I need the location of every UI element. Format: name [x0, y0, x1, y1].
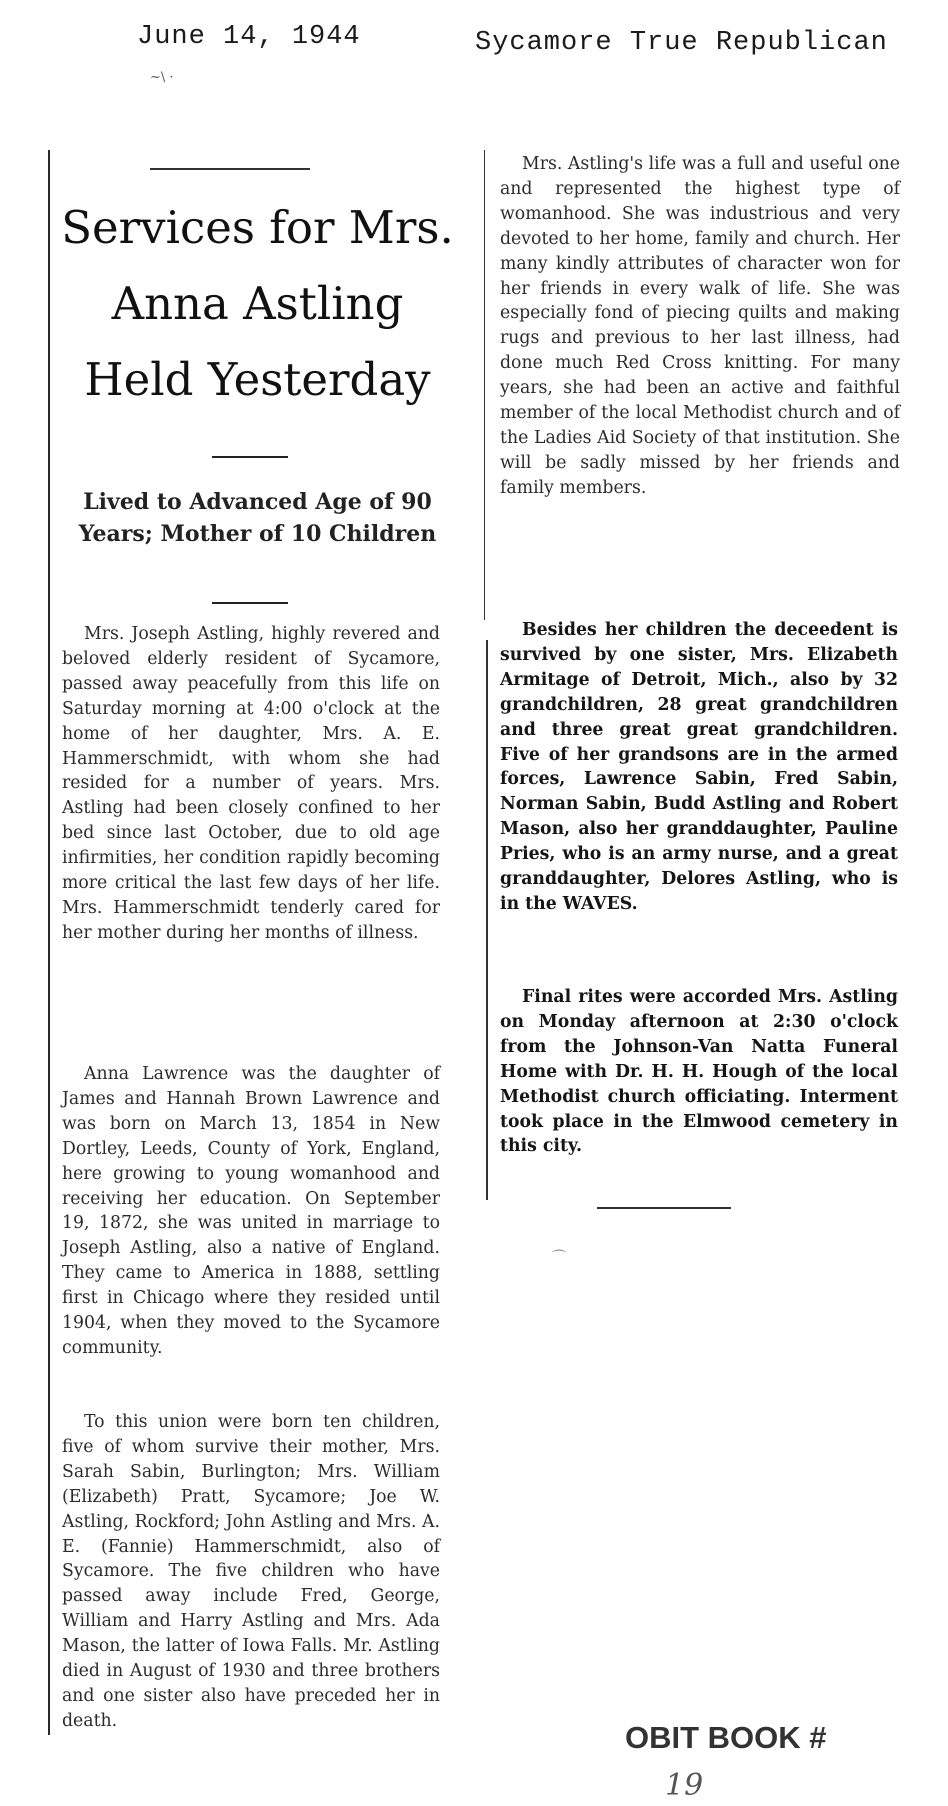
obit-book-number: 19 — [665, 1768, 704, 1803]
article-subhead: Lived to Advanced Age of 90 Years; Mother of 10 Children — [78, 489, 437, 547]
headline-divider — [212, 456, 288, 458]
article-headline: Services for Mrs. Anna Astling Held Yesterday — [61, 201, 454, 406]
stray-mark: ⌒ — [552, 1250, 566, 1266]
article-end-rule — [597, 1207, 731, 1209]
paragraph-5: Besides her children the deceedent is survived by one sister, Mrs. Elizabeth Armitage of Detroit, Mich., also by 32 grandchildren, 28 great grandchildren and three great great grandchildren. Five of her grandsons are in the armed forces, Lawrence Sabin, Fred Sabin, Norman Sabin, Budd Astling and Robert Mason, also her granddaughter, Pauline Pries, who is an army nurse, and a great granddaughter, Delores Astling, who is in the WAVES. — [500, 620, 898, 914]
obit-book-stamp: OBIT BOOK # — [625, 1720, 827, 1755]
page-header — [0, 22, 948, 62]
newspaper-name: Sycamore True Republican — [475, 28, 888, 58]
headline-top-rule — [150, 168, 310, 170]
paragraph-6: Final rites were accorded Mrs. Astling on Monday afternoon at 2:30 o'clock from the Johnson-Van Natta Funeral Home with Dr. H. H. Hough of the local Methodist church officiating. Interment took place in the Elmwood cemetery in this city. — [500, 987, 898, 1157]
subhead-divider — [212, 602, 288, 604]
paragraph-3: To this union were born ten children, five of whom survive their mother, Mrs. Sarah Sabin, Burlington; Mrs. William (Elizabeth) Pratt, Sycamore; Joe W. Astling, Rockford; John Astling and Mrs. A. E. (Fannie) Hammerschmidt, also of Sycamore. The five children who have passed away include Fred, George, William and Harry Astling and Mrs. Ada Mason, the latter of Iowa Falls. Mr. Astling died in August of 1930 and three brothers and one sister also have preceded her in death. — [62, 1412, 440, 1731]
middle-column-rule-lower — [486, 640, 488, 1200]
publication-date: June 14, 1944 — [137, 22, 361, 52]
middle-column-rule — [484, 150, 485, 620]
left-column-rule-lower — [48, 1405, 50, 1735]
paragraph-4: Mrs. Astling's life was a full and useful one and represented the highest type of womanhood. She was industrious and very devoted to her home, family and church. Her many kindly attributes of character won for her friends in every walk of life. She was especially fond of piecing quilts and making rugs and previous to her last illness, had done much Red Cross knitting. For many years, she had been an active and faithful member of the local Methodist church and of the Ladies Aid Society of that institution. She will be sadly missed by her friends and family members. — [500, 154, 900, 498]
left-column-rule — [48, 150, 50, 1620]
margin-scrawl: ~\ · — [150, 70, 174, 85]
paragraph-1: Mrs. Joseph Astling, highly revered and beloved elderly resident of Sycamore, passed away peacefully from this life on Saturday morning at 4:00 o'clock at the home of her daughter, Mrs. A. E. Hammerschmidt, with whom she had resided for a number of years. Mrs. Astling had been closely confined to her bed since last October, due to old age infirmities, her condition rapidly becoming more critical the last few days of her life. Mrs. Hammerschmidt tenderly cared for her mother during her months of illness. — [62, 624, 440, 943]
paragraph-2: Anna Lawrence was the daughter of James and Hannah Brown Lawrence and was born on March 13, 1854 in New Dortley, Leeds, County of York, England, here growing to young womanhood and receiving her education. On September 19, 1872, she was united in marriage to Joseph Astling, also a native of England. They came to America in 1888, settling first in Chicago where they resided until 1904, when they moved to the Sycamore community. — [62, 1064, 440, 1358]
